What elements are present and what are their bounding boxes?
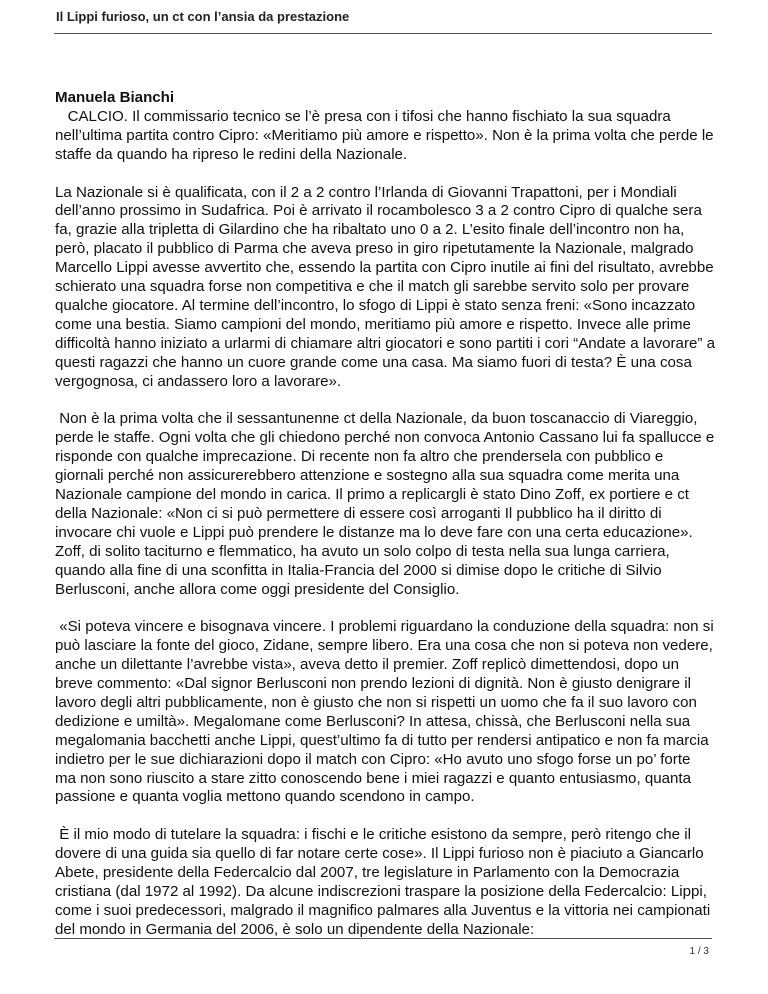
article-body bbox=[55, 89, 720, 959]
article-paragraph: «Si poteva vincere e bisognava vincere. I problemi riguardano la conduzione della squadra: non si può lasciare la fonte del gioco, Zidane, sempre libero. Era una cosa che non si poteva non vedere, anche un dilettante l’avrebbe vista», aveva detto il premier. Zoff replicò dimettendosi, dopo un breve commento: «Dal signor Berlusconi non prendo lezioni di dignità. Non è giusto denigrare il lavoro degli altri pubblicamente, non è giusto che non si rispetti un uomo che fa il suo lavoro con dedizione e umiltà». Megalomane come Berlusconi? In attesa, chissà, che Berlusconi nella sua megalomania bacchetti anche Lippi, quest’ultimo fa di tutto per rendersi antipatico e non fa marcia indietro per le sue dichiarazioni dopo il match con Cipro: «Ho avuto uno sfogo forse un po’ forte ma non sono riuscito a stare zitto conoscendo bene i miei ragazzi e quanto entusiasmo, quanta passione e quanta voglia mettono quando scendono in campo. bbox=[55, 618, 718, 806]
article-author: Manuela Bianchi bbox=[55, 89, 175, 106]
page-header-title: Il Lippi furioso, un ct con l’ansia da prestazione bbox=[56, 9, 350, 24]
page-number: 1 / 3 bbox=[689, 946, 709, 957]
article-paragraph: CALCIO. Il commissario tecnico se l’è presa con i tifosi che hanno fischiato la sua squadra nell’ultima partita contro Cipro: «Meritiamo più amore e rispetto». Non è la prima volta che perde le staffe da quando ha ripreso le redini della Nazionale. bbox=[55, 107, 718, 163]
article-paragraph: La Nazionale si è qualificata, con il 2 a 2 contro l’Irlanda di Giovanni Trapattoni, per i Mondiali dell’anno prossimo in Sudafrica. Poi è arrivato il rocambolesco 3 a 2 contro Cipro di qualche sera fa, grazie alla tripletta di Gilardino che ha ribaltato uno 0 a 2. L’esito finale dell’incontro non ha, però, placato il pubblico di Parma che aveva preso in giro ripetutamente la Nazionale, malgrado Marcello Lippi avesse avvertito che, essendo la partita con Cipro inutile ai fini del risultato, avrebbe schierato una squadra forse non competitiva e che il match gli sarebbe servito solo per provare qualche giocatore. Al termine dell’incontro, lo sfogo di Lippi è stato senza freni: «Sono incazzato come una bestia. Siamo campioni del mondo, meritiamo più amore e rispetto. Invece alle prime difficoltà hanno iniziato a urlarmi di chiamare altri giocatori e sono partiti i cori “Andate a lavorare” a questi ragazzi che hanno un cuore grande come una casa. Ma siamo fuori di testa? È una cosa vergognosa, ci andassero loro a lavorare». bbox=[55, 183, 720, 390]
footer-divider bbox=[54, 938, 712, 939]
header-divider bbox=[54, 33, 712, 34]
article-paragraph: Non è la prima volta che il sessantunenne ct della Nazionale, da buon toscanaccio di Viareggio, perde le staffe. Ogni volta che gli chiedono perché non convoca Antonio Cassano lui fa spallucce e risponde con qualche imprecazione. Di recente non fa altro che prendersela con pubblico e giornali perché non assicurerebbero attenzione e sostegno alla sua squadra come merita una Nazionale campione del mondo in carica. Il primo a replicargli è stato Dino Zoff, ex portiere e ct della Nazionale: «Non ci si può permettere di essere così arroganti Il pubblico ha il diritto di invocare chi vuole e Lippi può prendere le distanze ma lo deve fare con una certa educazione». Zoff, di solito taciturno e flemmatico, ha avuto un solo colpo di testa nella sua lunga carriera, quando alla fine di una sconfitta in Italia-Francia del 2000 si dimise dopo le critiche di Silvio Berlusconi, anche allora come oggi presidente del Consiglio. bbox=[55, 410, 719, 598]
article-paragraph: È il mio modo di tutelare la squadra: i fischi e le critiche esistono da sempre, però ritengo che il dovere di una guida sia quello di far notare certe cose». Il Lippi furioso non è piaciuto a Giancarlo Abete, presidente della Federcalcio dal 2007, tre legislature in Parlamento con la Democrazia cristiana (dal 1972 al 1992). Da alcune indiscrezioni traspare la posizione della Federcalcio: Lippi, come i suoi predecessori, malgrado il magnifico palmares alla Juventus e la vittoria nei campionati del mondo in Germania del 2006, è solo un dipendente della Nazionale: bbox=[55, 826, 715, 938]
